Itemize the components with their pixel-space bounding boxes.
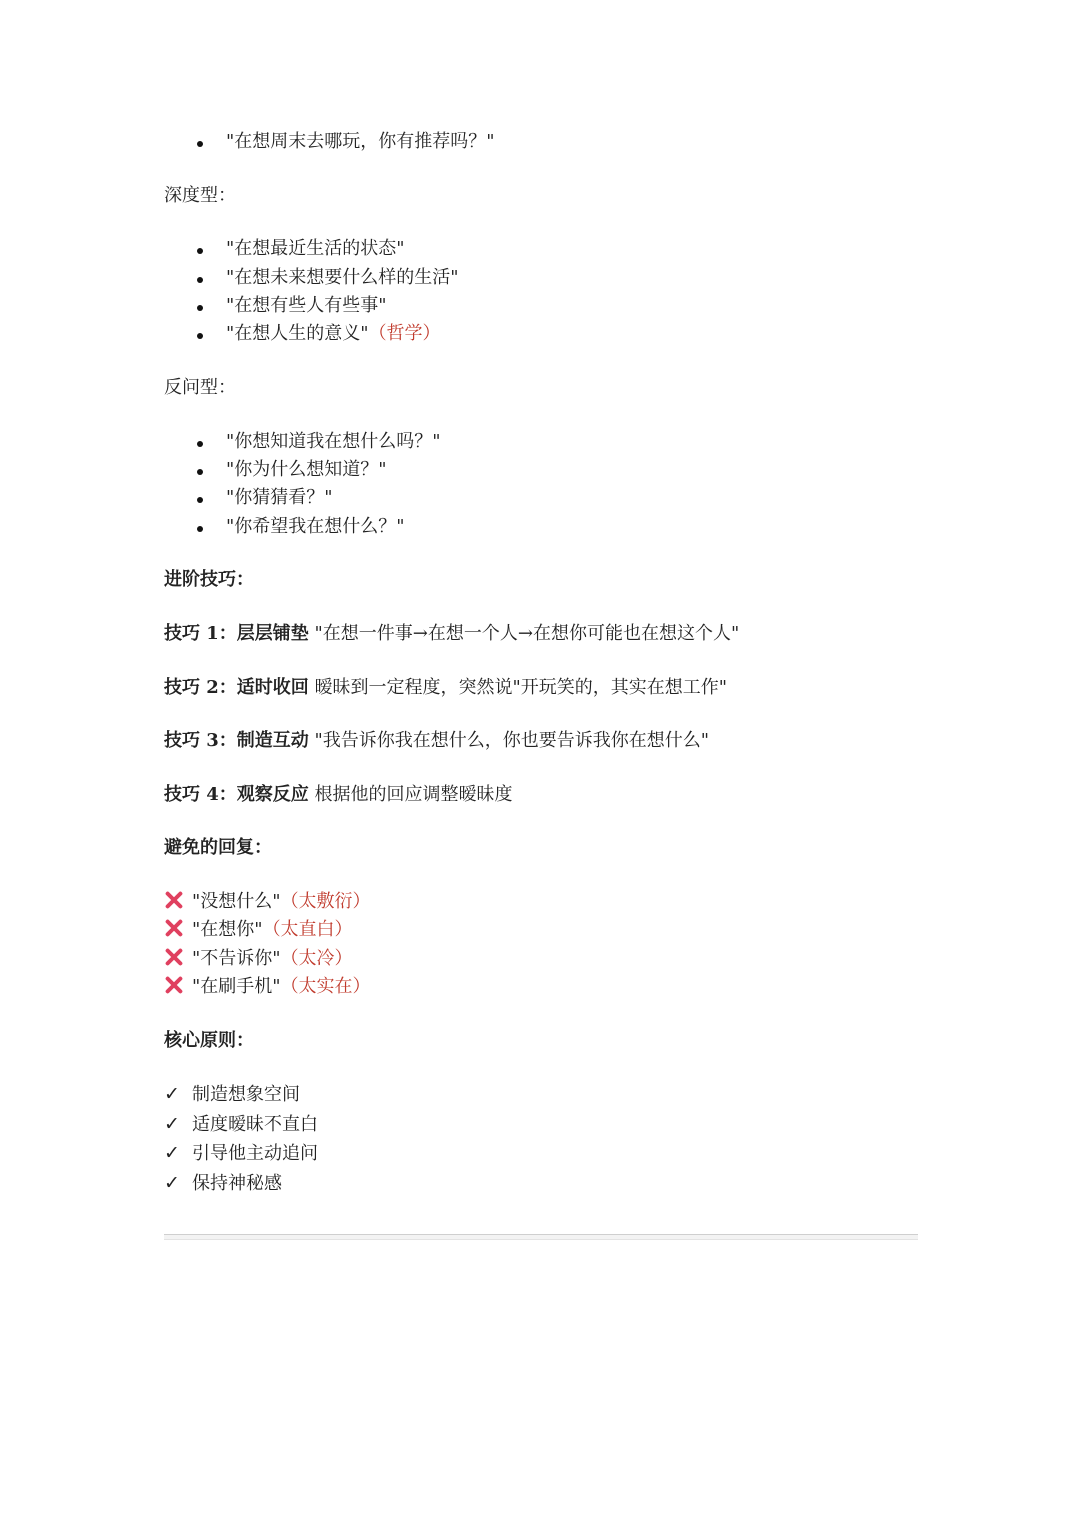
list-item: "你为什么想知道？" — [164, 456, 918, 484]
top-list — [164, 128, 918, 156]
list-item: "在想人生的意义"（哲学） — [164, 320, 918, 348]
list-item: "你想知道我在想什么吗？" — [164, 428, 918, 456]
list-item: "你希望我在想什么？" — [164, 513, 918, 541]
list-item: "在想未来想要什么样的生活" — [164, 264, 918, 292]
avoid-item: "不告诉你"（太冷） — [164, 945, 918, 973]
deep-list — [164, 235, 918, 349]
check-icon: ✓ — [164, 1142, 180, 1165]
bullet-dot-icon — [197, 305, 203, 311]
list-item: "在想有些人有些事" — [164, 292, 918, 320]
counter-heading: 反问型： — [164, 377, 236, 398]
cross-icon — [164, 975, 184, 995]
counter-list — [164, 428, 918, 542]
deep-heading: 深度型： — [164, 184, 236, 206]
core-heading: 核心原则： — [164, 1029, 254, 1051]
core-item: ✓ 制造想象空间 — [164, 1080, 918, 1109]
bullet-dot-icon — [197, 333, 203, 339]
list-item: "你猜猜看？" — [164, 484, 918, 512]
tip-2: 技巧 2：适时收回 暧昧到一定程度，突然说"开玩笑的，其实在想工作" — [164, 676, 728, 698]
cross-icon — [164, 918, 184, 938]
bullet-dot-icon — [197, 248, 203, 254]
bullet-dot-icon — [197, 497, 203, 503]
bullet-dot-icon — [197, 526, 203, 532]
tip-3: 技巧 3：制造互动 "我告诉你我在想什么，你也要告诉我你在想什么" — [164, 730, 710, 752]
check-icon: ✓ — [164, 1112, 180, 1135]
core-item: ✓ 引导他主动追问 — [164, 1139, 918, 1168]
avoid-item: "没想什么"（太敷衍） — [164, 888, 918, 916]
cross-icon — [164, 890, 184, 910]
check-icon: ✓ — [164, 1083, 180, 1106]
item-note: （哲学） — [368, 323, 441, 345]
avoid-item: "在想你"（太直白） — [164, 916, 918, 944]
tip-4: 技巧 4：观察反应 根据他的回应调整暧昧度 — [164, 783, 513, 805]
bullet-dot-icon — [197, 441, 203, 447]
advanced-heading: 进阶技巧： — [164, 569, 254, 591]
tip-1: 技巧 1：层层铺垫 "在想一件事→在想一个人→在想你可能也在想这个人" — [164, 623, 740, 644]
avoid-item: "在刷手机"（太实在） — [164, 973, 918, 1001]
cross-icon — [164, 947, 184, 967]
section-divider — [164, 1234, 918, 1240]
list-item: "在想周末去哪玩，你有推荐吗？" — [164, 128, 918, 156]
bullet-dot-icon — [197, 469, 203, 475]
core-item: ✓ 保持神秘感 — [164, 1169, 918, 1198]
avoid-heading: 避免的回复： — [164, 837, 272, 859]
check-icon: ✓ — [164, 1171, 180, 1194]
bullet-dot-icon — [197, 277, 203, 283]
bullet-dot-icon — [197, 141, 203, 147]
article-body — [164, 128, 918, 1198]
list-item: "在想最近生活的状态" — [164, 235, 918, 263]
core-item: ✓ 适度暧昧不直白 — [164, 1110, 918, 1139]
